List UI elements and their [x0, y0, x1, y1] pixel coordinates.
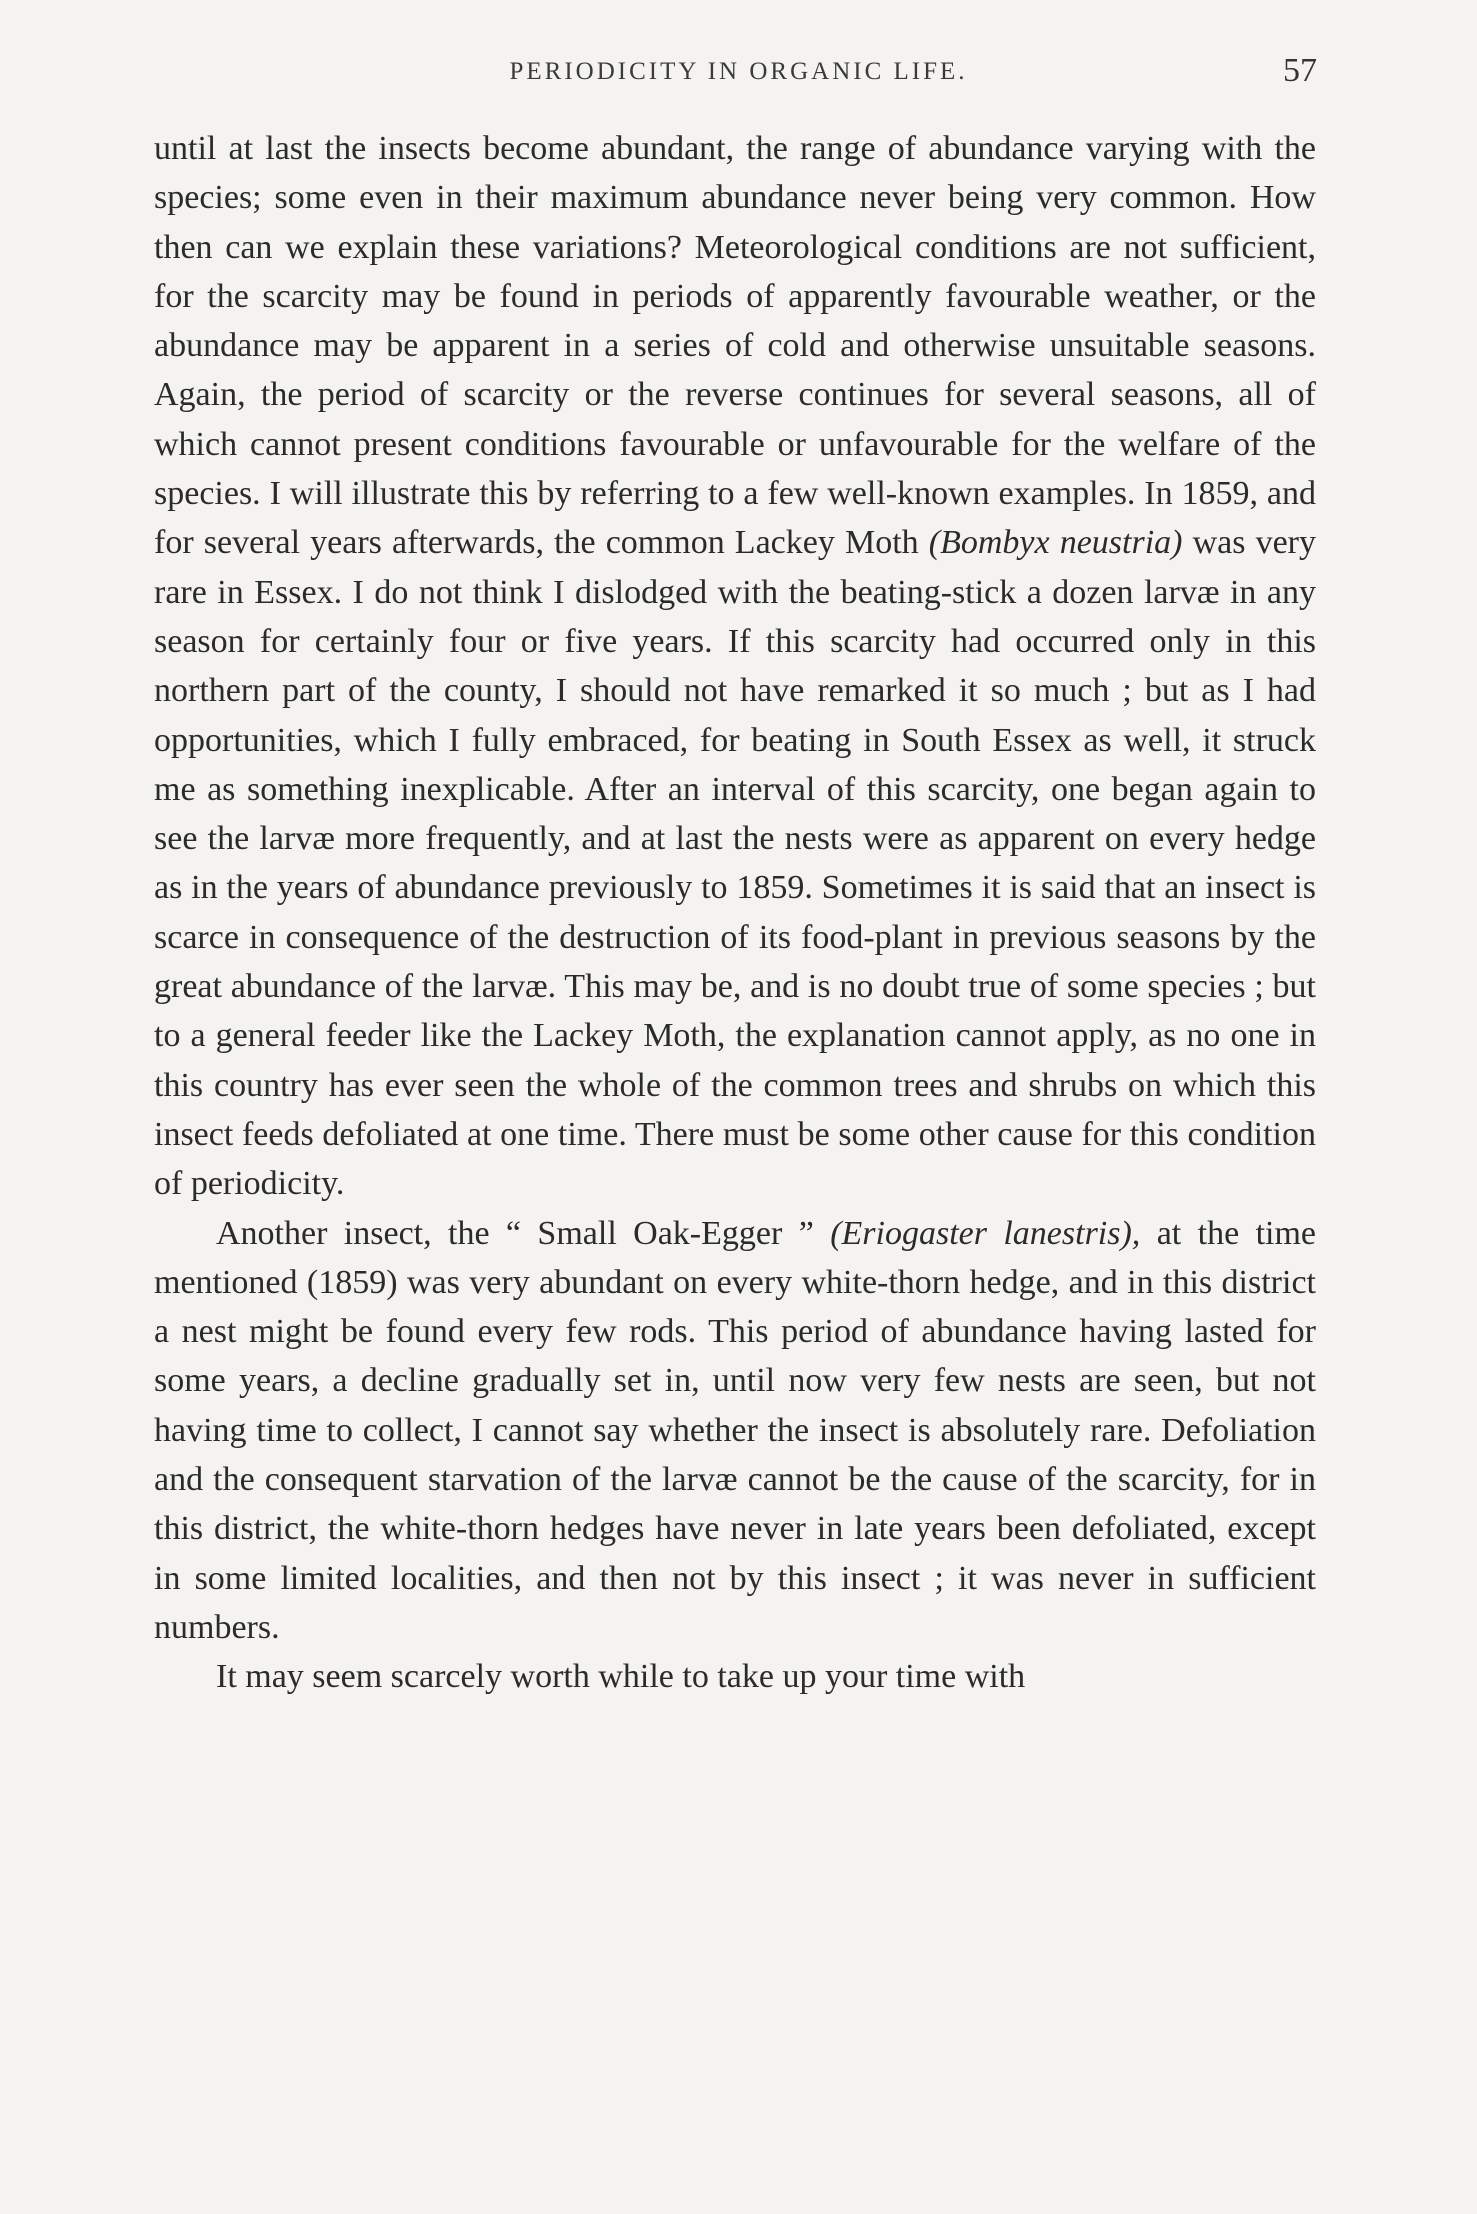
- paragraph-1: [154, 124, 1316, 1209]
- paragraph-3-text: It may seem scarcely worth while to take up your time with: [216, 1658, 1026, 1696]
- species-name-eriogaster: (Eriogaster lanestris),: [830, 1214, 1141, 1252]
- paragraph-1-text-b: was very rare in Essex. I do not think I dislodged with the beating-stick a dozen larvæ in any season for certainly four or five years. If this scarcity had occurred only in this northern part of the county, I should not have remarked it so much ; but as I had opportunities, which I fully embraced, for beating in South Essex as well, it struck me as something inexplicable. After an interval of this scarcity, one began again to see the larvæ more frequently, and at last the nests were as apparent on every hedge as in the years of abundance previously to 1859. Sometimes it is said that an insect is scarce in consequence of the destruction of its food-plant in previous seasons by the great abundance of the larvæ. This may be, and is no doubt true of some species ; but to a general feeder like the Lackey Moth, the explanation cannot apply, as no one in this country has ever seen the whole of the common trees and shrubs on which this insect feeds defoliated at one time. There must be some other cause for this condition of periodicity.: [154, 524, 1317, 1203]
- running-head: [0, 52, 1477, 98]
- page-number: 57: [1283, 52, 1317, 89]
- paragraph-2-text-b: at the time mentioned (1859) was very abundant on every white-thorn hedge, and in this district a nest might be found every few rods. This period of abundance having lasted for some years, a decline gradually set in, until now very few nests are seen, but not having time to collect, I cannot say whether the insect is absolutely rare. Defoliation and the consequent starvation of the larvæ cannot be the cause of the scarcity, for in this district, the white-thorn hedges have never in late years been defoliated, except in some limited localities, and then not by this insect ; it was never in sufficient numbers.: [154, 1214, 1317, 1646]
- running-title: PERIODICITY IN ORGANIC LIFE.: [509, 58, 968, 85]
- species-name-bombyx: (Bombyx neustria): [928, 524, 1183, 562]
- paragraph-1-text-a: until at last the insects become abundant, the range of abundance varying with the species; some even in their maximum abundance never being very common. How then can we explain these variations? Meteorological conditions are not sufficient, for the scarcity may be found in periods of apparently favourable weather, or the abundance may be apparent in a series of cold and otherwise unsuitable seasons. Again, the period of scarcity or the reverse continues for several seasons, all of which cannot present conditions favourable or unfavourable for the welfare of the species. I will illustrate this by referring to a few well-known examples. In 1859, and for several years afterwards, the common Lackey Moth: [154, 130, 1316, 562]
- paragraph-2-text-a: Another insect, the “ Small Oak-Egger ”: [216, 1214, 814, 1252]
- paragraph-3: [154, 1652, 1316, 1701]
- body-text: [154, 124, 1316, 1702]
- paragraph-2: [154, 1209, 1316, 1653]
